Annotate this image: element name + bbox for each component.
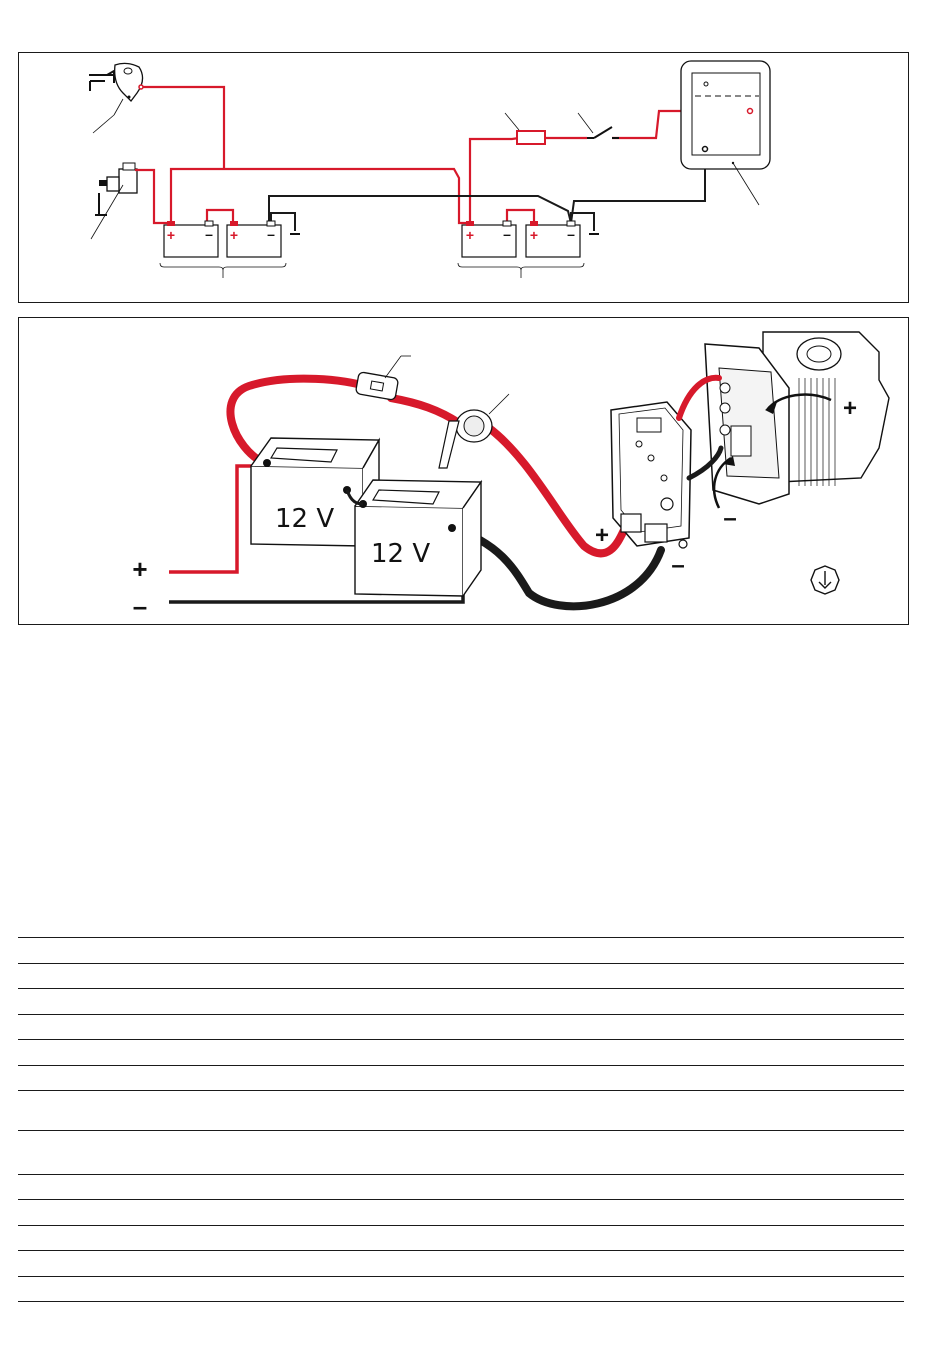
table-rule [18, 1174, 904, 1175]
battery-minus-symbol: – [205, 226, 213, 242]
positive-wires [135, 87, 749, 223]
inline-fuse-icon [355, 356, 411, 400]
switch-icon [578, 113, 619, 138]
control-unit-icon [681, 61, 770, 205]
alternator-icon [89, 63, 143, 133]
supply-minus-symbol: – [132, 591, 148, 621]
table-rule [18, 1276, 904, 1277]
table-rule [18, 1014, 904, 1015]
battery-minus-symbol: – [267, 226, 275, 242]
table-rule [18, 1225, 904, 1226]
motor-plus-symbol: + [842, 395, 858, 422]
battery-minus-symbol: – [503, 226, 511, 242]
motor-minus-symbol: – [723, 505, 737, 532]
battery-minus-symbol: – [567, 226, 575, 242]
table-rule [18, 1301, 904, 1302]
fuse-icon [517, 131, 545, 144]
motor-assembly-icon [705, 332, 889, 504]
battery-plus-symbol: + [465, 227, 475, 243]
starter-motor-icon [91, 163, 137, 239]
battery-2 [355, 480, 481, 596]
table-rule [18, 963, 904, 964]
battery-bank-2 [458, 221, 584, 278]
table-rule [18, 1250, 904, 1251]
battery-plus-symbol: + [166, 227, 176, 243]
table-rule [18, 937, 904, 938]
negative-cable [452, 528, 661, 606]
table-rule [18, 988, 904, 989]
blank-table [18, 930, 904, 1310]
battery-2-voltage-label: 12 V [371, 539, 431, 569]
unit-plus-symbol: + [594, 522, 610, 549]
battery-plus-symbol: + [229, 227, 239, 243]
wiring-schematic [19, 53, 910, 304]
control-unit-icon [611, 402, 691, 548]
unit-minus-symbol: – [671, 552, 685, 579]
installation-illustration [19, 318, 910, 626]
table-rule [18, 1130, 904, 1131]
ground-badge-icon [811, 566, 839, 594]
supply-plus-symbol: + [132, 554, 148, 584]
installation-illustration-panel [18, 317, 909, 625]
table-rule [18, 1199, 904, 1200]
wiring-schematic-panel [18, 52, 909, 303]
positive-cable-segment [391, 398, 459, 423]
battery-1-voltage-label: 12 V [275, 504, 335, 534]
table-rule [18, 1065, 904, 1066]
table-rule [18, 1090, 904, 1091]
battery-plus-symbol: + [529, 227, 539, 243]
table-rule [18, 1039, 904, 1040]
negative-wires [269, 151, 705, 231]
